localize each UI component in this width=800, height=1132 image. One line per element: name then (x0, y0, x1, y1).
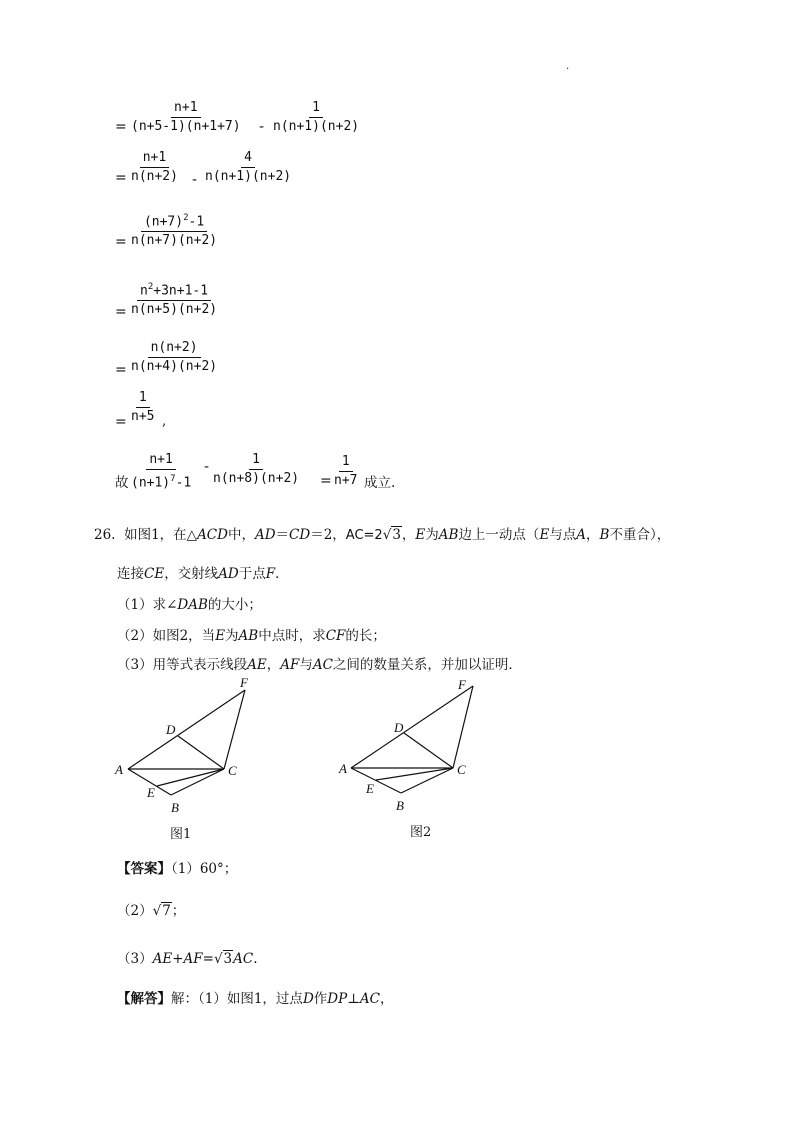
text: ＝2， (310, 527, 346, 543)
problem-line-1 (94, 526, 670, 545)
fraction (128, 390, 157, 425)
figure-1-caption: 图1 (170, 827, 192, 842)
math-var: CE (144, 566, 165, 582)
text: （1）求∠ (117, 597, 178, 613)
comma: , (162, 413, 167, 429)
math-expr: AE+AF= (152, 951, 214, 967)
text: 的大小； (207, 597, 262, 613)
equals-sign: = (115, 170, 127, 186)
solution-tag: 【解答】 (117, 991, 171, 1007)
sqrt-symbol: √3 (382, 527, 401, 543)
fraction (128, 340, 220, 375)
math-var: F (265, 566, 276, 582)
numerator (137, 279, 211, 301)
math-expr: AC=2 (345, 528, 383, 543)
equals-sign: = (115, 414, 127, 430)
label-c: C (457, 762, 466, 777)
denominator-base: (n+1) (131, 475, 171, 491)
segment-dc (404, 733, 453, 768)
label-d: D (394, 720, 404, 735)
numerator: n+1 (146, 452, 175, 470)
text: 为 (225, 628, 239, 644)
numerator-tail: -1 (188, 214, 205, 230)
radicand: 7 (162, 903, 171, 919)
text: （3） (117, 951, 153, 967)
minus-sign: - (192, 172, 198, 188)
sqrt-symbol: √3 (213, 951, 233, 967)
numerator: n(n+2) (148, 340, 201, 358)
exponent: 7 (170, 474, 176, 484)
segment-bc (171, 769, 224, 795)
fraction (128, 452, 194, 491)
answer-line-3 (117, 950, 258, 968)
text: 边上一动点（ (458, 527, 540, 543)
text: 为 (425, 527, 439, 543)
text: （3）用等式表示线段 (117, 657, 248, 673)
fraction (270, 100, 362, 135)
numerator: 1 (309, 100, 323, 118)
problem-number: 26. (94, 527, 116, 543)
question-3 (117, 656, 522, 674)
numerator: 1 (136, 390, 150, 408)
math-var: AF (280, 657, 300, 673)
numerator (141, 210, 207, 232)
therefore-label: 故 (115, 475, 129, 491)
denominator: n(n+8)(n+2) (213, 471, 300, 486)
segment-af (351, 686, 473, 768)
segment-fc (453, 686, 473, 768)
numerator: 4 (241, 150, 255, 168)
fraction (128, 210, 220, 249)
denominator: n+5 (131, 409, 155, 424)
segment-dc (178, 736, 224, 769)
minus-sign: - (259, 119, 265, 135)
text: （2）如图2，当 (117, 628, 216, 644)
answer-tag: 【答案】 (117, 861, 171, 877)
text: 与 (299, 657, 313, 673)
label-f: F (458, 677, 466, 692)
problem-line-2 (117, 565, 289, 583)
fraction (128, 100, 244, 135)
fraction (210, 452, 302, 487)
solution-line (117, 990, 393, 1008)
numerator-base: n (140, 283, 148, 299)
sqrt-symbol: √7 (152, 903, 171, 919)
fraction (331, 454, 360, 489)
text: ； (171, 903, 186, 919)
equals-sign: = (115, 362, 127, 378)
denominator: n(n+2) (131, 169, 178, 184)
text: ，交射线 (164, 566, 219, 582)
text: （2） (117, 903, 153, 919)
text: 与点 (549, 527, 577, 543)
math-var: ACD (197, 527, 228, 543)
numerator-tail: +3n+1-1 (153, 283, 209, 299)
radicand: 3 (223, 951, 233, 967)
equals-sign: = (320, 473, 332, 489)
text: 不重合）， (609, 527, 671, 543)
math-var: AB (238, 628, 259, 644)
conclusion-suffix: 成立. (364, 475, 396, 491)
label-b: B (396, 798, 404, 813)
text: ， (401, 527, 416, 543)
exponent: 2 (183, 213, 189, 223)
segment-ab (351, 768, 401, 793)
equals-sign: = (115, 119, 127, 135)
text: 的长； (345, 628, 386, 644)
text: 中点时，求 (258, 628, 326, 644)
math-var: AD (254, 527, 276, 543)
answer-line-1 (117, 860, 237, 878)
text: . (253, 951, 258, 967)
label-e: E (147, 785, 155, 800)
math-var: AC (233, 951, 254, 967)
label-c: C (228, 763, 237, 778)
question-1 (117, 596, 262, 614)
math-var: DP (327, 991, 348, 1007)
label-d: D (166, 722, 176, 737)
label-f: F (240, 676, 248, 690)
text: 解：（1）如图1，过点 (171, 991, 303, 1007)
text: ， (266, 657, 281, 673)
denominator: n(n+7)(n+2) (131, 233, 218, 249)
text: 作 (313, 991, 328, 1007)
denominator-tail: -1 (175, 475, 192, 491)
math-var: D (302, 991, 314, 1007)
label-b: B (171, 800, 179, 815)
text: 连接 (117, 566, 144, 582)
math-var: AC (359, 991, 380, 1007)
denominator (128, 470, 194, 491)
text: ． (275, 566, 289, 582)
numerator-base: (n+7) (143, 214, 184, 230)
denominator: n(n+1)(n+2) (273, 119, 360, 134)
text: 如图1，在△ (124, 527, 198, 543)
math-var: E (539, 527, 550, 543)
segment-ec (157, 769, 224, 786)
fraction (202, 150, 294, 185)
math-var: B (599, 527, 610, 543)
denominator: (n+5-1)(n+1+7) (131, 119, 241, 134)
figure-2-caption: 图2 (410, 825, 432, 840)
math-var: A (576, 527, 587, 543)
math-var: AE (247, 657, 267, 673)
header-dot: . (566, 61, 570, 72)
fraction (128, 150, 181, 185)
text: 于点 (238, 566, 266, 582)
denominator: n(n+4)(n+2) (131, 359, 218, 374)
numerator: n+1 (140, 150, 169, 168)
text: ， (586, 527, 600, 543)
math-var: CF (325, 628, 346, 644)
denominator: n(n+1)(n+2) (205, 169, 292, 184)
denominator: n(n+5)(n+2) (131, 302, 218, 318)
text: ＝ (275, 527, 290, 543)
math-var: AB (438, 527, 459, 543)
math-var: DAB (177, 597, 208, 613)
equals-sign: = (115, 234, 127, 250)
figure-1-diagram (100, 676, 300, 816)
label-a: A (115, 762, 123, 777)
math-var: E (415, 527, 426, 543)
math-var: CD (289, 527, 311, 543)
numerator: 1 (249, 452, 263, 470)
figure-2-diagram (330, 674, 530, 814)
denominator: n+7 (334, 473, 358, 488)
numerator: n+1 (171, 100, 200, 118)
math-var: AC (312, 657, 333, 673)
minus-sign: - (204, 459, 210, 475)
answer-line-2 (117, 902, 185, 920)
label-a: A (339, 761, 347, 776)
question-2 (117, 627, 386, 645)
answer-1: （1）60°； (171, 861, 238, 877)
equals-sign: = (115, 304, 127, 320)
math-var: E (215, 628, 226, 644)
exponent: 2 (147, 282, 154, 292)
radicand: 3 (392, 527, 401, 543)
math-var: AD (218, 566, 239, 582)
text: 之间的数量关系，并加以证明． (332, 657, 522, 673)
numerator: 1 (339, 454, 353, 472)
label-e: E (366, 781, 374, 796)
perp-symbol: ⊥ (347, 991, 360, 1007)
text: ， (379, 991, 394, 1007)
fraction (128, 279, 220, 318)
text: 中， (227, 527, 255, 543)
